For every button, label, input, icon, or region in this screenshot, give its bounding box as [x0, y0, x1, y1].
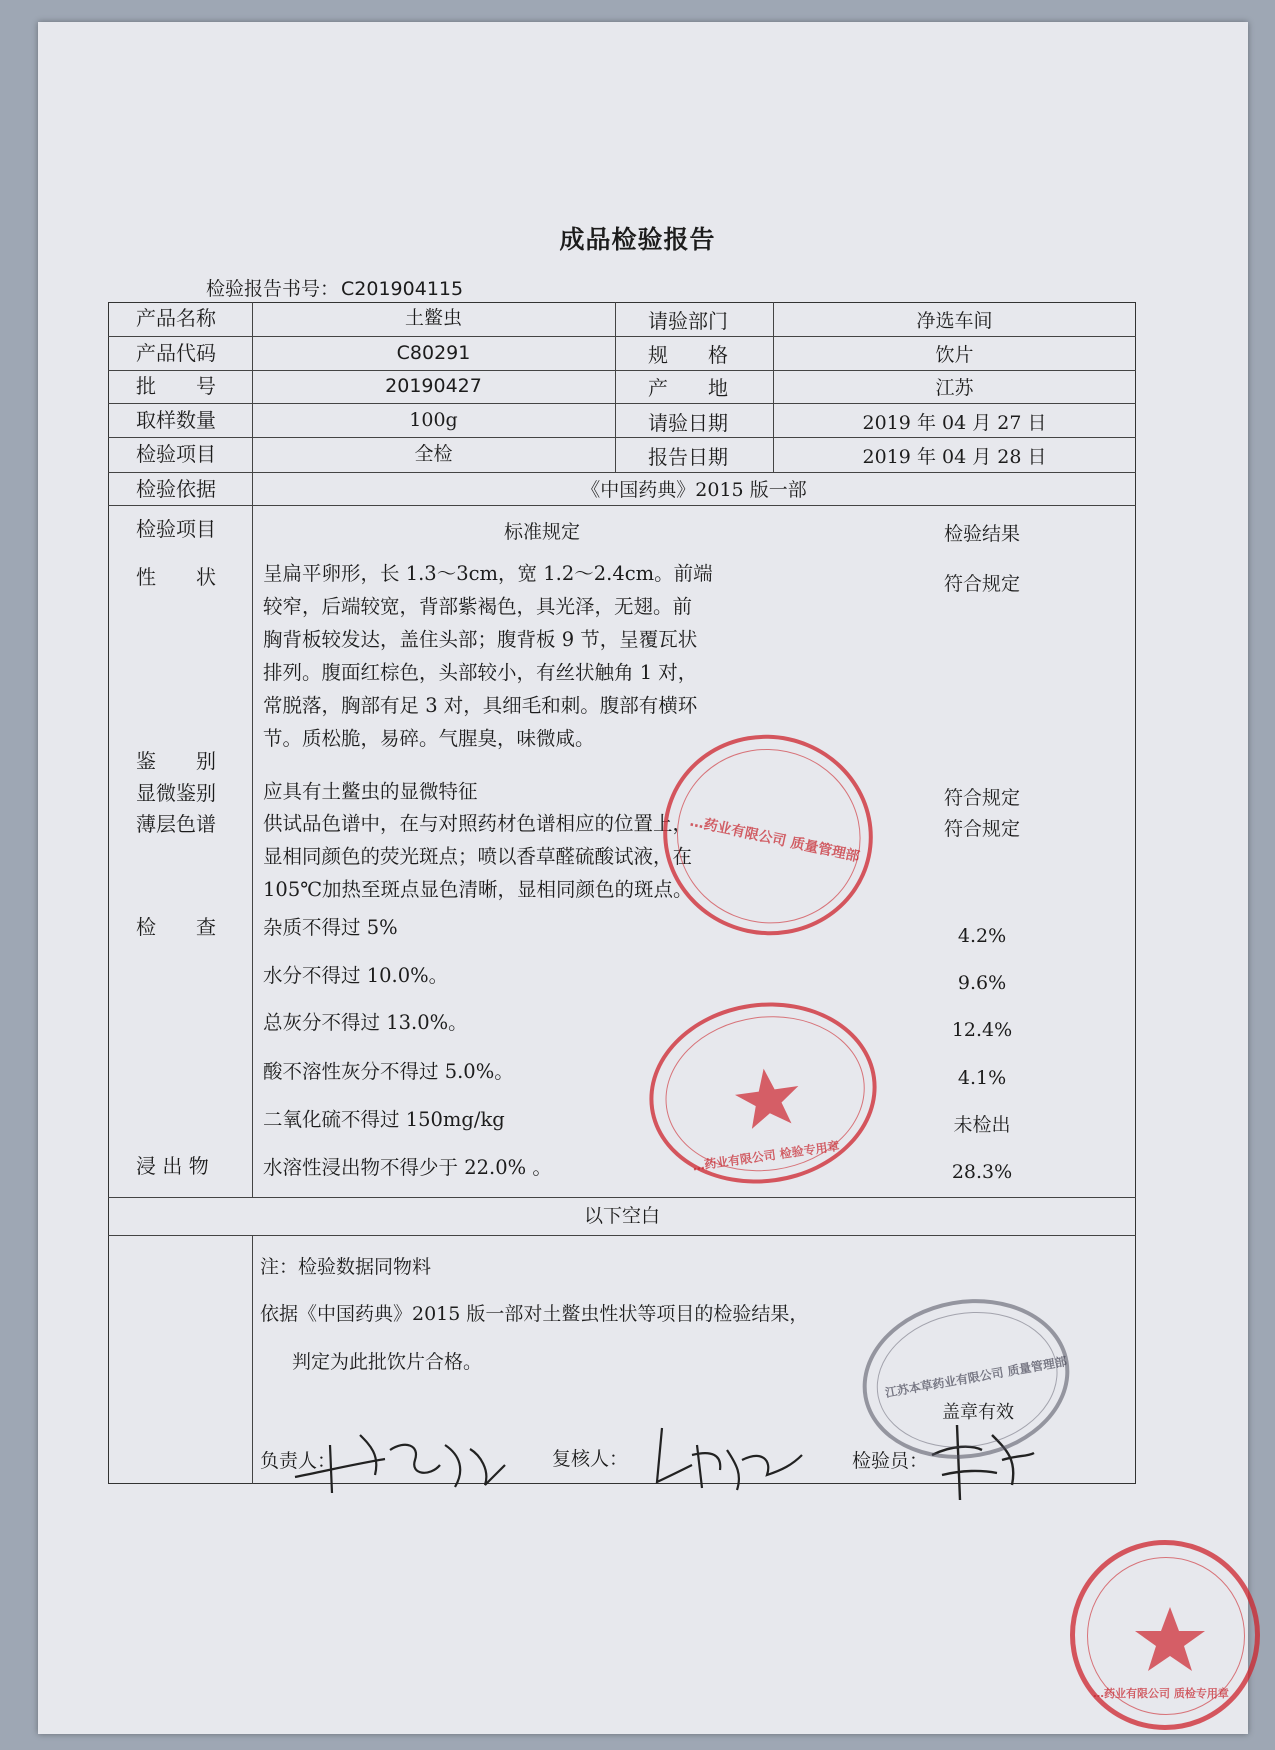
character-description	[263, 557, 823, 755]
reviewer-label: 复核人：	[552, 1448, 629, 1470]
col-divider	[615, 302, 616, 472]
inspection-item: 水分不得过 10.0%。	[263, 964, 449, 987]
tlc-result: 符合规定	[943, 818, 1020, 840]
row-divider	[108, 472, 1136, 473]
report-number-value: C201904115	[341, 278, 464, 300]
label-product-code: 产品代码	[136, 341, 216, 365]
report-number-label: 检验报告书号：	[206, 278, 340, 300]
col-divider	[252, 1235, 253, 1484]
inspection-result: 未检出	[953, 1114, 1011, 1136]
seal-text: …药业有限公司 检验专用章	[691, 1138, 841, 1174]
label-sample-qty: 取样数量	[136, 408, 216, 432]
character-line: 节。质松脆，易碎。气腥臭，味微咸。	[263, 727, 595, 750]
col-heading-item: 检验项目	[136, 517, 216, 541]
inspection-item: 二氧化硫不得过 150mg/kg	[263, 1108, 505, 1131]
col-divider	[252, 302, 253, 1197]
character-line: 排列。腹面红棕色，头部较小，有丝状触角 1 对，	[263, 661, 698, 684]
seal-valid-note: 盖章有效	[942, 1402, 1014, 1423]
blank-below-marker: 以下空白	[583, 1205, 660, 1227]
value-sample-qty: 100g	[409, 409, 458, 431]
label-extract: 浸 出 物	[136, 1154, 209, 1178]
microscopic-text: 应具有土鳖虫的显微特征	[263, 780, 478, 803]
row-divider	[108, 370, 1136, 371]
label-request-date: 请验日期	[648, 411, 728, 435]
inspection-result: 4.1%	[957, 1067, 1007, 1089]
extract-result: 28.3%	[951, 1161, 1013, 1183]
row-divider	[108, 403, 1136, 404]
row-divider	[108, 1235, 1136, 1236]
value-spec: 饮片	[935, 344, 974, 366]
microscopic-result: 符合规定	[943, 787, 1020, 809]
character-line: 较窄，后端较宽，背部紫褐色，具光泽，无翅。前	[263, 595, 693, 618]
character-line: 胸背板较发达，盖住头部；腹背板 9 节，呈覆瓦状	[263, 628, 698, 651]
value-basis: 《中国药典》2015 版一部	[581, 479, 807, 501]
report-title: 成品检验报告	[559, 225, 716, 254]
label-test-item: 检验项目	[136, 442, 216, 466]
extract-text: 水溶性浸出物不得少于 22.0% 。	[263, 1156, 552, 1179]
tlc-line: 105℃加热至斑点显色清晰，显相同颜色的斑点。	[263, 878, 693, 901]
label-product-name: 产品名称	[136, 306, 216, 330]
note-basis: 依据《中国药典》2015 版一部对土鳖虫性状等项目的检验结果，	[260, 1303, 809, 1325]
seal-text: 江苏本草药业有限公司 质量管理部	[884, 1354, 1068, 1401]
seal-text: …药业有限公司 质量管理部	[688, 813, 861, 866]
label-tlc: 薄层色谱	[136, 812, 216, 836]
seal-text: …药业有限公司 质检专用章	[1093, 1687, 1229, 1700]
character-line: 常脱落，胸部有足 3 对，具细毛和刺。腹部有横环	[263, 694, 698, 717]
col-heading-result: 检验结果	[943, 523, 1020, 545]
label-report-date: 报告日期	[648, 445, 728, 469]
report-number	[204, 274, 463, 301]
label-identification: 鉴 别	[136, 749, 216, 773]
character-result: 符合规定	[943, 573, 1020, 595]
label-character: 性 状	[136, 565, 216, 589]
label-origin: 产 地	[648, 376, 728, 400]
row-divider	[108, 336, 1136, 337]
label-spec: 规 格	[648, 343, 728, 367]
note-conclusion: 判定为此批饮片合格。	[292, 1351, 483, 1373]
inspection-item: 杂质不得过 5%	[263, 916, 398, 939]
responsible-label: 负责人：	[260, 1450, 337, 1472]
value-product-code: C80291	[396, 342, 471, 364]
label-inspection: 检 查	[136, 915, 216, 939]
inspector-label: 检验员：	[852, 1450, 929, 1472]
note-data: 注：检验数据同物料	[260, 1256, 432, 1278]
inspection-result: 4.2%	[957, 925, 1007, 947]
row-divider	[108, 437, 1136, 438]
row-divider	[108, 505, 1136, 506]
value-request-date: 2019 年 04 月 27 日	[862, 412, 1047, 434]
value-test-item: 全检	[414, 443, 453, 465]
inspection-item: 总灰分不得过 13.0%。	[263, 1011, 468, 1034]
tlc-line: 供试品色谱中，在与对照药材色谱相应的位置上，	[263, 812, 693, 835]
inspection-item: 酸不溶性灰分不得过 5.0%。	[263, 1060, 514, 1083]
inspection-result: 12.4%	[951, 1019, 1013, 1041]
label-basis: 检验依据	[136, 477, 216, 501]
label-microscopic: 显微鉴别	[136, 781, 216, 805]
character-line: 呈扁平卵形，长 1.3～3cm，宽 1.2～2.4cm。前端	[263, 562, 713, 585]
inspection-result: 9.6%	[957, 972, 1007, 994]
value-origin: 江苏	[935, 377, 974, 399]
value-product-name: 土鳖虫	[404, 307, 462, 329]
row-divider	[108, 1197, 1136, 1198]
value-report-date: 2019 年 04 月 28 日	[862, 446, 1047, 468]
tlc-description	[263, 807, 823, 906]
label-batch-no: 批 号	[136, 374, 216, 398]
tlc-line: 显相同颜色的荧光斑点；喷以香草醛硫酸试液，在	[263, 845, 693, 868]
label-request-dept: 请验部门	[648, 309, 728, 333]
value-batch-no: 20190427	[385, 375, 482, 397]
value-request-dept: 净选车间	[916, 310, 993, 332]
col-heading-standard: 标准规定	[503, 521, 580, 543]
